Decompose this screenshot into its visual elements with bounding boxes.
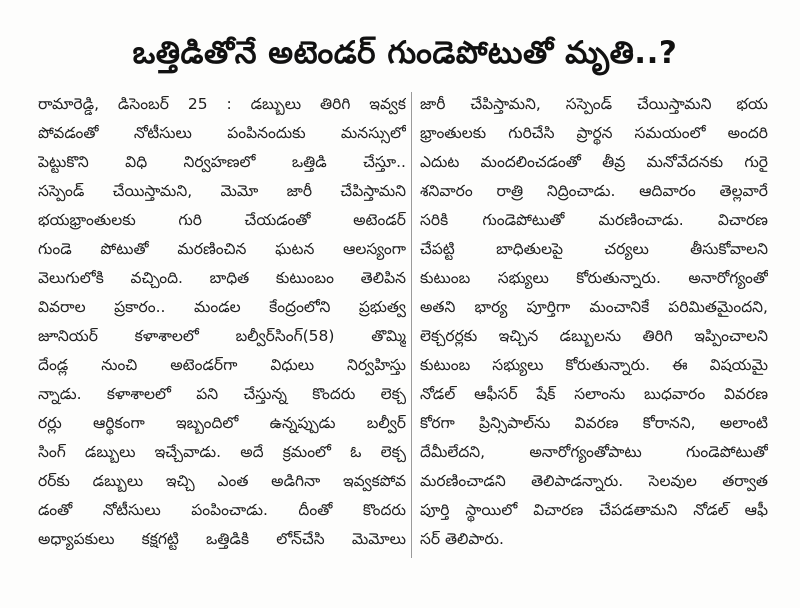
text-line: భ్రాంతులకు గురిచేసి ప్రార్థన సమయంలో అందరి — [420, 124, 768, 142]
text-line: న్నాడు. కళాశాలలో పని చేస్తున్న కొందరు లెక్చ — [38, 385, 406, 403]
text-line: దేండ్ల నుంచి అటెండర్‌గా విధులు నిర్వహిస్తు — [38, 356, 406, 374]
text-line: అధ్యాపకులు కక్షగట్టి ఒత్తిడికి లోన్‌చేసి మెమోలు — [38, 530, 406, 548]
text-line: డంతో నోటీసులు పంపించాడు. దీంతో కొందరు — [38, 501, 406, 519]
article-headline: ఒత్తిడితోనే అటెండర్ గుండెపోటుతో మృతి..? — [132, 35, 678, 71]
text-line: సరికి గుండెపోటుతో మరణించాడు. విచారణ — [420, 211, 768, 229]
text-line: వివరాల ప్రకారం.. మండల కేంద్రంలోని ప్రభుత్వ — [38, 298, 406, 316]
text-line: పోవడంతో నోటీసులు పంపినందుకు మనస్సులో — [38, 124, 406, 142]
text-line: రామారెడ్డి, డిసెంబర్ 25 : డబ్బులు తిరిగి ఇవ్వక — [38, 95, 406, 113]
column-divider — [411, 92, 412, 558]
text-line: ఎదుట మందలించడంతో తీవ్ర మనోవేదనకు గురై — [420, 153, 768, 171]
article-right-column — [420, 90, 768, 554]
text-line: భయభ్రాంతులకు గురి చేయడంతో అటెండర్ — [38, 211, 406, 229]
article-left-column — [38, 90, 406, 554]
text-line: జూనియర్ కళాశాలలో బల్వీర్‌సింగ్(58) తొమ్మి — [38, 327, 406, 345]
text-line: సర్ తెలిపారు. — [420, 530, 504, 548]
text-line: పెట్టుకొని విధి నిర్వహణలో ఒత్తిడి చేస్తూ.. — [38, 153, 406, 171]
text-line: కుటుంబ సభ్యులు కోరుతున్నారు. అనారోగ్యంతో — [420, 269, 768, 287]
text-line: సస్పెండ్ చేయిస్తామని, మెమో జారీ చేపిస్తామని — [38, 182, 406, 200]
text-line: లెక్చరర్లకు ఇచ్చిన డబ్బులను తిరిగి ఇప్పించాలని — [420, 327, 768, 345]
text-line: రర్లు ఆర్థికంగా ఇబ్బందిలో ఉన్నప్పుడు బల్వీర్ — [38, 414, 406, 432]
text-line: సింగ్ డబ్బులు ఇచ్చేవాడు. అదే క్రమంలో ఓ లెక్చ — [38, 443, 406, 461]
text-line: అతని భార్య పూర్తిగా మంచానికే పరిమితమైందని, — [420, 298, 768, 316]
text-line: దేమీలేదని, అనారోగ్యంతోపాటు గుండెపోటుతో — [420, 443, 768, 461]
text-line: రర్‌కు డబ్బులు ఇచ్చి ఎంత అడిగినా ఇవ్వకపోవ — [38, 472, 406, 490]
text-line: పూర్తి స్థాయిలో విచారణ చేపడతామని నోడల్ ఆఫీ — [420, 501, 768, 519]
text-line: వెలుగులోకి వచ్చింది. బాధిత కుటుంబం తెలిపిన — [38, 269, 406, 287]
text-line: మరణించాడని తెలిపాడన్నారు. సెలవుల తర్వాత — [420, 472, 768, 490]
text-line: గుండె పోటుతో మరణించిన ఘటన ఆలస్యంగా — [38, 240, 406, 258]
text-line: కోరగా ప్రిన్సిపాల్‌ను వివరణ కోరానని, అలాంటి — [420, 414, 768, 432]
text-line: జారీ చేపిస్తామని, సస్పెండ్ చేయిస్తామని భయ — [420, 95, 768, 113]
text-line: చేపట్టి బాధితులపై చర్యలు తీసుకోవాలని — [420, 240, 768, 258]
text-line: కుటుంబ సభ్యులు కోరుతున్నారు. ఈ విషయమై — [420, 356, 768, 374]
text-line: శనివారం రాత్రి నిద్రించాడు. ఆదివారం తెల్లవారే — [420, 182, 768, 200]
text-line: నోడల్ ఆఫీసర్ షేక్ సలాంను బుధవారం వివరణ — [420, 385, 768, 403]
